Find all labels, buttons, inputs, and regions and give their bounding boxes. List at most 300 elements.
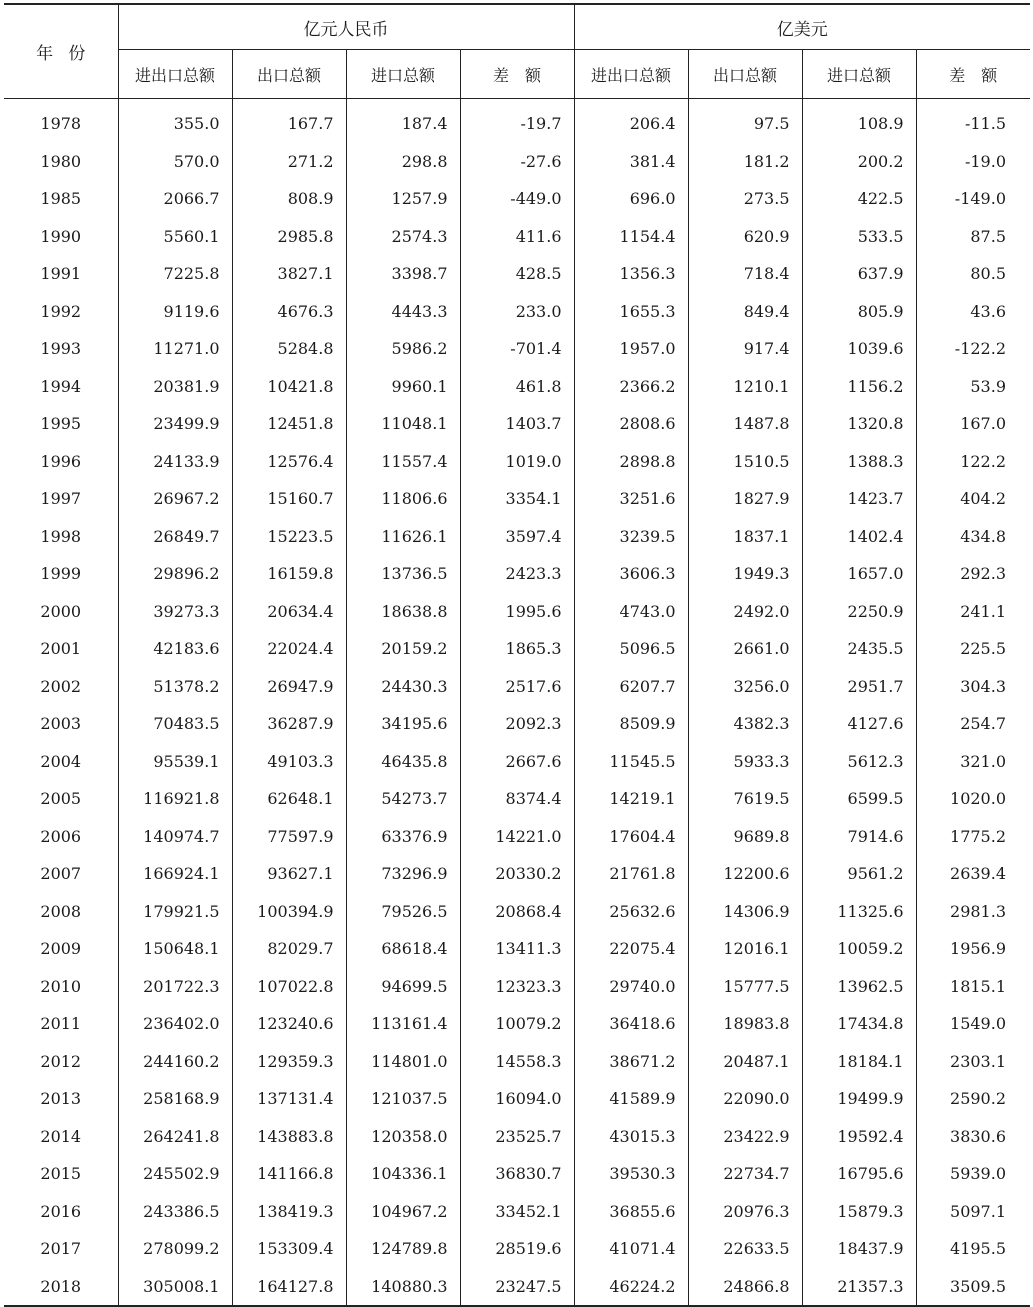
table-row bbox=[4, 1043, 1030, 1081]
usd-export-cell: 20976.3 bbox=[688, 1193, 802, 1231]
rmb-total-cell: 26849.7 bbox=[118, 518, 232, 556]
rmb-export-cell: 22024.4 bbox=[232, 630, 346, 668]
rmb-balance-cell: 1019.0 bbox=[460, 443, 574, 481]
rmb-export-cell: 49103.3 bbox=[232, 743, 346, 781]
rmb-export-cell: 271.2 bbox=[232, 143, 346, 181]
usd-total-cell: 17604.4 bbox=[574, 818, 688, 856]
table-row bbox=[4, 218, 1030, 256]
usd-balance-cell: 2590.2 bbox=[950, 1089, 1006, 1109]
rmb-group-header: 亿元人民币 bbox=[118, 4, 574, 50]
usd-total-cell: 29740.0 bbox=[574, 968, 688, 1006]
usd-balance-cell: 1549.0 bbox=[950, 1014, 1006, 1034]
year-cell: 2001 bbox=[4, 630, 118, 668]
usd-import-cell: 1388.3 bbox=[802, 443, 916, 481]
rmb-total-cell: 244160.2 bbox=[118, 1043, 232, 1081]
usd-export-cell: 849.4 bbox=[688, 293, 802, 331]
rmb-import-cell: 124789.8 bbox=[346, 1230, 460, 1268]
rmb-export-cell: 26947.9 bbox=[232, 668, 346, 706]
rmb-export-cell: 15160.7 bbox=[232, 480, 346, 518]
usd-total-cell: 1957.0 bbox=[574, 330, 688, 368]
usd-total-cell: 41589.9 bbox=[574, 1080, 688, 1118]
usd-balance-cell: -11.5 bbox=[964, 114, 1006, 134]
rmb-export-cell: 143883.8 bbox=[232, 1118, 346, 1156]
year-cell: 1980 bbox=[4, 143, 118, 181]
usd-total-cell: 36418.6 bbox=[574, 1005, 688, 1043]
table-row bbox=[4, 443, 1030, 481]
rmb-import-cell: 13736.5 bbox=[346, 555, 460, 593]
table-row bbox=[4, 1230, 1030, 1268]
usd-export-cell: 22734.7 bbox=[688, 1155, 802, 1193]
year-cell: 1997 bbox=[4, 480, 118, 518]
rmb-export-cell: 16159.8 bbox=[232, 555, 346, 593]
usd-export-cell: 1949.3 bbox=[688, 555, 802, 593]
rmb-export-cell: 12451.8 bbox=[232, 405, 346, 443]
usd-export-header: 出口总额 bbox=[688, 50, 802, 99]
usd-import-cell: 422.5 bbox=[802, 180, 916, 218]
usd-export-cell: 1487.8 bbox=[688, 405, 802, 443]
rmb-import-cell: 11557.4 bbox=[346, 443, 460, 481]
rmb-export-cell: 141166.8 bbox=[232, 1155, 346, 1193]
rmb-import-cell: 5986.2 bbox=[346, 330, 460, 368]
table-row bbox=[4, 180, 1030, 218]
usd-balance-cell: 5939.0 bbox=[950, 1164, 1006, 1184]
rmb-balance-cell: 3597.4 bbox=[460, 518, 574, 556]
usd-total-cell: 206.4 bbox=[574, 99, 688, 143]
trade-table bbox=[4, 3, 1030, 1307]
table-row bbox=[4, 593, 1030, 631]
rmb-balance-cell: 428.5 bbox=[460, 255, 574, 293]
year-cell: 2015 bbox=[4, 1155, 118, 1193]
usd-export-cell: 718.4 bbox=[688, 255, 802, 293]
table-row bbox=[4, 255, 1030, 293]
usd-export-cell: 23422.9 bbox=[688, 1118, 802, 1156]
usd-total-cell: 3606.3 bbox=[574, 555, 688, 593]
usd-total-cell: 5096.5 bbox=[574, 630, 688, 668]
table-row bbox=[4, 1268, 1030, 1307]
rmb-total-cell: 5560.1 bbox=[118, 218, 232, 256]
table-row bbox=[4, 968, 1030, 1006]
rmb-import-cell: 11048.1 bbox=[346, 405, 460, 443]
usd-balance-cell: 434.8 bbox=[960, 526, 1006, 546]
usd-export-cell: 7619.5 bbox=[688, 780, 802, 818]
rmb-balance-cell: 13411.3 bbox=[460, 930, 574, 968]
year-cell: 1996 bbox=[4, 443, 118, 481]
usd-balance-cell: 122.2 bbox=[960, 451, 1006, 471]
rmb-import-cell: 24430.3 bbox=[346, 668, 460, 706]
usd-import-cell: 11325.6 bbox=[802, 893, 916, 931]
rmb-total-cell: 70483.5 bbox=[118, 705, 232, 743]
usd-total-cell: 41071.4 bbox=[574, 1230, 688, 1268]
rmb-balance-cell: 33452.1 bbox=[460, 1193, 574, 1231]
usd-export-cell: 4382.3 bbox=[688, 705, 802, 743]
rmb-import-cell: 9960.1 bbox=[346, 368, 460, 406]
rmb-total-cell: 355.0 bbox=[118, 99, 232, 143]
usd-import-cell: 2250.9 bbox=[802, 593, 916, 631]
rmb-total-cell: 7225.8 bbox=[118, 255, 232, 293]
table-row bbox=[4, 293, 1030, 331]
usd-export-cell: 5933.3 bbox=[688, 743, 802, 781]
rmb-total-cell: 570.0 bbox=[118, 143, 232, 181]
usd-import-cell: 7914.6 bbox=[802, 818, 916, 856]
rmb-import-cell: 121037.5 bbox=[346, 1080, 460, 1118]
table-row bbox=[4, 143, 1030, 181]
rmb-export-cell: 137131.4 bbox=[232, 1080, 346, 1118]
usd-total-cell: 696.0 bbox=[574, 180, 688, 218]
rmb-total-cell: 42183.6 bbox=[118, 630, 232, 668]
table-row bbox=[4, 780, 1030, 818]
rmb-total-cell: 166924.1 bbox=[118, 855, 232, 893]
rmb-balance-cell: 233.0 bbox=[460, 293, 574, 331]
rmb-balance-header: 差 额 bbox=[460, 50, 574, 99]
rmb-balance-cell: -449.0 bbox=[460, 180, 574, 218]
rmb-import-cell: 20159.2 bbox=[346, 630, 460, 668]
rmb-import-cell: 113161.4 bbox=[346, 1005, 460, 1043]
rmb-import-cell: 3398.7 bbox=[346, 255, 460, 293]
rmb-import-cell: 104967.2 bbox=[346, 1193, 460, 1231]
rmb-total-cell: 95539.1 bbox=[118, 743, 232, 781]
usd-import-cell: 1402.4 bbox=[802, 518, 916, 556]
rmb-total-cell: 278099.2 bbox=[118, 1230, 232, 1268]
rmb-total-header: 进出口总额 bbox=[118, 50, 232, 99]
table-body bbox=[4, 99, 1030, 1307]
rmb-balance-cell: 14558.3 bbox=[460, 1043, 574, 1081]
usd-total-cell: 6207.7 bbox=[574, 668, 688, 706]
usd-import-cell: 805.9 bbox=[802, 293, 916, 331]
usd-export-cell: 3256.0 bbox=[688, 668, 802, 706]
usd-import-cell: 533.5 bbox=[802, 218, 916, 256]
rmb-import-cell: 2574.3 bbox=[346, 218, 460, 256]
rmb-total-cell: 236402.0 bbox=[118, 1005, 232, 1043]
usd-export-cell: 22633.5 bbox=[688, 1230, 802, 1268]
rmb-total-cell: 179921.5 bbox=[118, 893, 232, 931]
table-row bbox=[4, 518, 1030, 556]
usd-total-cell: 38671.2 bbox=[574, 1043, 688, 1081]
rmb-total-cell: 2066.7 bbox=[118, 180, 232, 218]
rmb-export-cell: 82029.7 bbox=[232, 930, 346, 968]
table-row bbox=[4, 855, 1030, 893]
rmb-total-cell: 23499.9 bbox=[118, 405, 232, 443]
rmb-import-cell: 46435.8 bbox=[346, 743, 460, 781]
year-cell: 2009 bbox=[4, 930, 118, 968]
rmb-balance-cell: 8374.4 bbox=[460, 780, 574, 818]
rmb-import-cell: 18638.8 bbox=[346, 593, 460, 631]
usd-total-cell: 2898.8 bbox=[574, 443, 688, 481]
rmb-balance-cell: 20868.4 bbox=[460, 893, 574, 931]
rmb-import-cell: 187.4 bbox=[346, 99, 460, 143]
year-cell: 2018 bbox=[4, 1268, 118, 1307]
table-row bbox=[4, 818, 1030, 856]
usd-export-cell: 273.5 bbox=[688, 180, 802, 218]
rmb-export-cell: 93627.1 bbox=[232, 855, 346, 893]
rmb-export-cell: 100394.9 bbox=[232, 893, 346, 931]
table-row bbox=[4, 330, 1030, 368]
year-cell: 1991 bbox=[4, 255, 118, 293]
rmb-export-cell: 3827.1 bbox=[232, 255, 346, 293]
usd-total-cell: 2808.6 bbox=[574, 405, 688, 443]
usd-import-cell: 15879.3 bbox=[802, 1193, 916, 1231]
year-cell: 1992 bbox=[4, 293, 118, 331]
table-row bbox=[4, 1080, 1030, 1118]
rmb-import-cell: 11626.1 bbox=[346, 518, 460, 556]
usd-import-cell: 1039.6 bbox=[802, 330, 916, 368]
rmb-import-header: 进口总额 bbox=[346, 50, 460, 99]
usd-import-cell: 2435.5 bbox=[802, 630, 916, 668]
rmb-export-cell: 138419.3 bbox=[232, 1193, 346, 1231]
rmb-balance-cell: -27.6 bbox=[460, 143, 574, 181]
usd-export-cell: 1827.9 bbox=[688, 480, 802, 518]
rmb-import-cell: 54273.7 bbox=[346, 780, 460, 818]
year-cell: 2000 bbox=[4, 593, 118, 631]
year-cell: 2014 bbox=[4, 1118, 118, 1156]
usd-export-cell: 2492.0 bbox=[688, 593, 802, 631]
table-row bbox=[4, 368, 1030, 406]
usd-export-cell: 24866.8 bbox=[688, 1268, 802, 1307]
usd-import-cell: 21357.3 bbox=[802, 1268, 916, 1307]
rmb-export-cell: 10421.8 bbox=[232, 368, 346, 406]
usd-export-cell: 917.4 bbox=[688, 330, 802, 368]
year-cell: 2007 bbox=[4, 855, 118, 893]
usd-balance-cell: -122.2 bbox=[954, 339, 1006, 359]
rmb-total-cell: 29896.2 bbox=[118, 555, 232, 593]
rmb-balance-cell: 36830.7 bbox=[460, 1155, 574, 1193]
rmb-total-cell: 258168.9 bbox=[118, 1080, 232, 1118]
usd-total-cell: 36855.6 bbox=[574, 1193, 688, 1231]
usd-total-header: 进出口总额 bbox=[574, 50, 688, 99]
usd-export-cell: 1510.5 bbox=[688, 443, 802, 481]
rmb-total-cell: 11271.0 bbox=[118, 330, 232, 368]
rmb-import-cell: 79526.5 bbox=[346, 893, 460, 931]
rmb-import-cell: 4443.3 bbox=[346, 293, 460, 331]
usd-import-cell: 1320.8 bbox=[802, 405, 916, 443]
usd-export-cell: 12200.6 bbox=[688, 855, 802, 893]
rmb-import-cell: 11806.6 bbox=[346, 480, 460, 518]
usd-total-cell: 4743.0 bbox=[574, 593, 688, 631]
rmb-import-cell: 68618.4 bbox=[346, 930, 460, 968]
usd-import-cell: 6599.5 bbox=[802, 780, 916, 818]
usd-balance-cell: 2639.4 bbox=[950, 864, 1006, 884]
usd-total-cell: 21761.8 bbox=[574, 855, 688, 893]
usd-balance-cell: -19.0 bbox=[964, 151, 1006, 171]
usd-import-cell: 4127.6 bbox=[802, 705, 916, 743]
rmb-import-cell: 34195.6 bbox=[346, 705, 460, 743]
usd-balance-cell: 3509.5 bbox=[916, 1268, 1030, 1307]
rmb-total-cell: 140974.7 bbox=[118, 818, 232, 856]
rmb-balance-cell: 20330.2 bbox=[460, 855, 574, 893]
usd-import-cell: 9561.2 bbox=[802, 855, 916, 893]
usd-total-cell: 43015.3 bbox=[574, 1118, 688, 1156]
rmb-total-cell: 39273.3 bbox=[118, 593, 232, 631]
usd-balance-cell: 80.5 bbox=[970, 264, 1006, 284]
rmb-balance-cell: 23525.7 bbox=[460, 1118, 574, 1156]
rmb-balance-cell: 1995.6 bbox=[460, 593, 574, 631]
rmb-export-cell: 808.9 bbox=[232, 180, 346, 218]
rmb-balance-cell: 14221.0 bbox=[460, 818, 574, 856]
rmb-balance-cell: 1403.7 bbox=[460, 405, 574, 443]
rmb-export-cell: 62648.1 bbox=[232, 780, 346, 818]
rmb-export-cell: 164127.8 bbox=[232, 1268, 346, 1307]
usd-balance-cell: 321.0 bbox=[960, 751, 1006, 771]
rmb-balance-cell: 461.8 bbox=[460, 368, 574, 406]
usd-total-cell: 22075.4 bbox=[574, 930, 688, 968]
rmb-total-cell: 9119.6 bbox=[118, 293, 232, 331]
usd-balance-cell: 87.5 bbox=[970, 226, 1006, 246]
usd-total-cell: 1154.4 bbox=[574, 218, 688, 256]
usd-balance-cell: 241.1 bbox=[960, 601, 1006, 621]
rmb-total-cell: 116921.8 bbox=[118, 780, 232, 818]
usd-import-cell: 108.9 bbox=[802, 99, 916, 143]
usd-balance-cell: 404.2 bbox=[960, 489, 1006, 509]
table-row bbox=[4, 1118, 1030, 1156]
usd-import-cell: 16795.6 bbox=[802, 1155, 916, 1193]
rmb-export-cell: 107022.8 bbox=[232, 968, 346, 1006]
rmb-import-cell: 94699.5 bbox=[346, 968, 460, 1006]
usd-total-cell: 1356.3 bbox=[574, 255, 688, 293]
year-cell: 1990 bbox=[4, 218, 118, 256]
usd-import-cell: 17434.8 bbox=[802, 1005, 916, 1043]
usd-import-cell: 5612.3 bbox=[802, 743, 916, 781]
rmb-total-cell: 201722.3 bbox=[118, 968, 232, 1006]
year-cell: 1994 bbox=[4, 368, 118, 406]
year-cell: 1985 bbox=[4, 180, 118, 218]
usd-export-cell: 9689.8 bbox=[688, 818, 802, 856]
usd-export-cell: 12016.1 bbox=[688, 930, 802, 968]
usd-export-cell: 20487.1 bbox=[688, 1043, 802, 1081]
table-row bbox=[4, 99, 1030, 143]
usd-import-cell: 1423.7 bbox=[802, 480, 916, 518]
year-cell: 2004 bbox=[4, 743, 118, 781]
rmb-export-cell: 4676.3 bbox=[232, 293, 346, 331]
rmb-import-cell: 63376.9 bbox=[346, 818, 460, 856]
rmb-balance-cell: 2423.3 bbox=[460, 555, 574, 593]
usd-balance-header: 差 额 bbox=[916, 50, 1030, 99]
rmb-total-cell: 150648.1 bbox=[118, 930, 232, 968]
rmb-balance-cell: 2667.6 bbox=[460, 743, 574, 781]
rmb-export-cell: 123240.6 bbox=[232, 1005, 346, 1043]
usd-import-cell: 1156.2 bbox=[802, 368, 916, 406]
usd-balance-cell: 1815.1 bbox=[950, 976, 1006, 996]
rmb-balance-cell: 10079.2 bbox=[460, 1005, 574, 1043]
usd-balance-cell: 1020.0 bbox=[950, 789, 1006, 809]
usd-total-cell: 14219.1 bbox=[574, 780, 688, 818]
year-cell: 2008 bbox=[4, 893, 118, 931]
rmb-balance-cell: -701.4 bbox=[460, 330, 574, 368]
usd-balance-cell: 2981.3 bbox=[950, 901, 1006, 921]
year-cell: 2005 bbox=[4, 780, 118, 818]
table-row bbox=[4, 480, 1030, 518]
rmb-export-cell: 129359.3 bbox=[232, 1043, 346, 1081]
rmb-export-cell: 36287.9 bbox=[232, 705, 346, 743]
usd-export-cell: 97.5 bbox=[688, 99, 802, 143]
rmb-total-cell: 24133.9 bbox=[118, 443, 232, 481]
rmb-balance-cell: 411.6 bbox=[460, 218, 574, 256]
table-row bbox=[4, 1005, 1030, 1043]
usd-balance-cell: 53.9 bbox=[970, 376, 1006, 396]
table-row bbox=[4, 1193, 1030, 1231]
year-cell: 2006 bbox=[4, 818, 118, 856]
table-row bbox=[4, 1155, 1030, 1193]
usd-total-cell: 11545.5 bbox=[574, 743, 688, 781]
usd-export-cell: 22090.0 bbox=[688, 1080, 802, 1118]
usd-total-cell: 25632.6 bbox=[574, 893, 688, 931]
usd-export-cell: 1837.1 bbox=[688, 518, 802, 556]
year-cell: 2002 bbox=[4, 668, 118, 706]
usd-total-cell: 2366.2 bbox=[574, 368, 688, 406]
rmb-export-cell: 2985.8 bbox=[232, 218, 346, 256]
year-cell: 2013 bbox=[4, 1080, 118, 1118]
year-cell: 2017 bbox=[4, 1230, 118, 1268]
usd-import-cell: 1657.0 bbox=[802, 555, 916, 593]
usd-balance-cell: 43.6 bbox=[970, 301, 1006, 321]
usd-import-cell: 2951.7 bbox=[802, 668, 916, 706]
usd-import-cell: 19499.9 bbox=[802, 1080, 916, 1118]
table-row bbox=[4, 630, 1030, 668]
table-row bbox=[4, 743, 1030, 781]
year-cell: 2012 bbox=[4, 1043, 118, 1081]
rmb-total-cell: 264241.8 bbox=[118, 1118, 232, 1156]
usd-balance-cell: 304.3 bbox=[960, 676, 1006, 696]
year-cell: 2016 bbox=[4, 1193, 118, 1231]
year-cell: 2011 bbox=[4, 1005, 118, 1043]
usd-export-cell: 1210.1 bbox=[688, 368, 802, 406]
rmb-total-cell: 245502.9 bbox=[118, 1155, 232, 1193]
rmb-import-cell: 104336.1 bbox=[346, 1155, 460, 1193]
year-cell: 1998 bbox=[4, 518, 118, 556]
year-cell: 1995 bbox=[4, 405, 118, 443]
usd-balance-cell: 1775.2 bbox=[950, 826, 1006, 846]
usd-import-cell: 18437.9 bbox=[802, 1230, 916, 1268]
year-cell: 1993 bbox=[4, 330, 118, 368]
usd-balance-cell: 2303.1 bbox=[950, 1051, 1006, 1071]
usd-import-cell: 10059.2 bbox=[802, 930, 916, 968]
table-row bbox=[4, 405, 1030, 443]
usd-total-cell: 46224.2 bbox=[574, 1268, 688, 1307]
usd-import-cell: 200.2 bbox=[802, 143, 916, 181]
table-row bbox=[4, 555, 1030, 593]
rmb-total-cell: 20381.9 bbox=[118, 368, 232, 406]
rmb-import-cell: 1257.9 bbox=[346, 180, 460, 218]
usd-export-cell: 620.9 bbox=[688, 218, 802, 256]
rmb-balance-cell: 2092.3 bbox=[460, 705, 574, 743]
usd-total-cell: 1655.3 bbox=[574, 293, 688, 331]
rmb-export-cell: 153309.4 bbox=[232, 1230, 346, 1268]
rmb-balance-cell: 16094.0 bbox=[460, 1080, 574, 1118]
usd-balance-cell: 254.7 bbox=[960, 714, 1006, 734]
usd-total-cell: 3239.5 bbox=[574, 518, 688, 556]
rmb-balance-cell: 28519.6 bbox=[460, 1230, 574, 1268]
table-row bbox=[4, 930, 1030, 968]
usd-import-cell: 19592.4 bbox=[802, 1118, 916, 1156]
rmb-total-cell: 26967.2 bbox=[118, 480, 232, 518]
rmb-import-cell: 73296.9 bbox=[346, 855, 460, 893]
year-cell: 1978 bbox=[4, 99, 118, 143]
usd-import-cell: 637.9 bbox=[802, 255, 916, 293]
rmb-total-cell: 243386.5 bbox=[118, 1193, 232, 1231]
table-row bbox=[4, 893, 1030, 931]
usd-export-cell: 15777.5 bbox=[688, 968, 802, 1006]
usd-balance-cell: 5097.1 bbox=[950, 1201, 1006, 1221]
usd-import-cell: 13962.5 bbox=[802, 968, 916, 1006]
rmb-balance-cell: 3354.1 bbox=[460, 480, 574, 518]
usd-total-cell: 39530.3 bbox=[574, 1155, 688, 1193]
year-cell: 1999 bbox=[4, 555, 118, 593]
rmb-balance-cell: -19.7 bbox=[460, 99, 574, 143]
rmb-export-cell: 15223.5 bbox=[232, 518, 346, 556]
usd-export-cell: 181.2 bbox=[688, 143, 802, 181]
usd-balance-cell: -149.0 bbox=[954, 189, 1006, 209]
table-row bbox=[4, 705, 1030, 743]
rmb-export-cell: 20634.4 bbox=[232, 593, 346, 631]
year-column-header: 年份 bbox=[4, 4, 118, 99]
